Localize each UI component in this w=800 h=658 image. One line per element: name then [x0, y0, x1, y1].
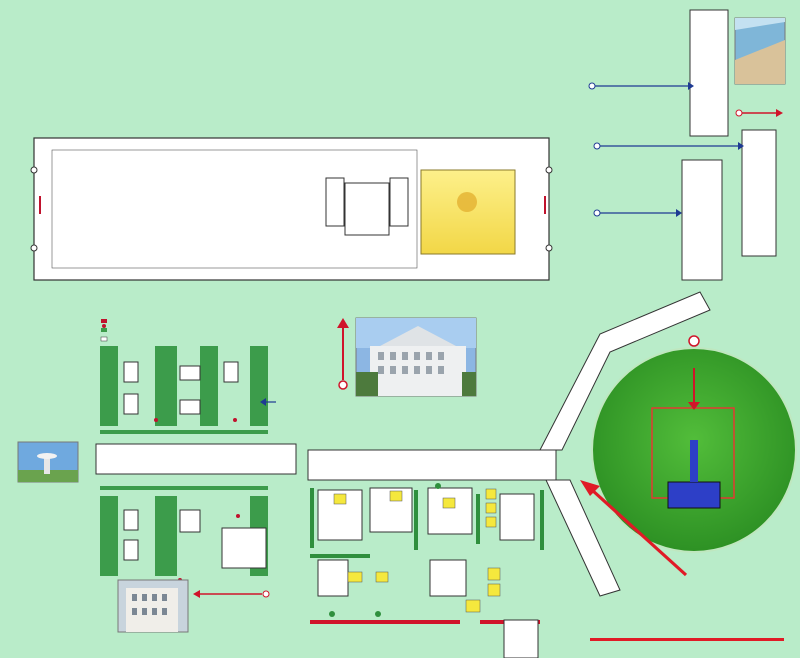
- main-pavilion-plan: [31, 138, 552, 280]
- entrance-left: [16, 162, 28, 262]
- fontana-photo: [18, 442, 78, 482]
- fontana-area-plan: [94, 308, 296, 608]
- fellini-pavilion-shape: [308, 450, 556, 480]
- label-parco: [504, 638, 516, 658]
- right-pavilions: [589, 10, 785, 280]
- grand-hotel-marker: [337, 318, 349, 389]
- tintori-pavilion-shape: [742, 130, 776, 256]
- piazza-plan: [310, 483, 544, 658]
- colombo-b-pavilion-shape: [690, 10, 728, 136]
- entrance-right: [552, 162, 564, 262]
- fontana-pavilion-shape: [96, 444, 296, 474]
- rw-logo-box: [421, 170, 515, 254]
- grand-hotel-photo: [356, 318, 476, 396]
- palazzina-photo: [118, 580, 188, 632]
- bonelli-stand-label: [345, 186, 389, 232]
- colombo-a-pavilion-shape: [682, 160, 722, 280]
